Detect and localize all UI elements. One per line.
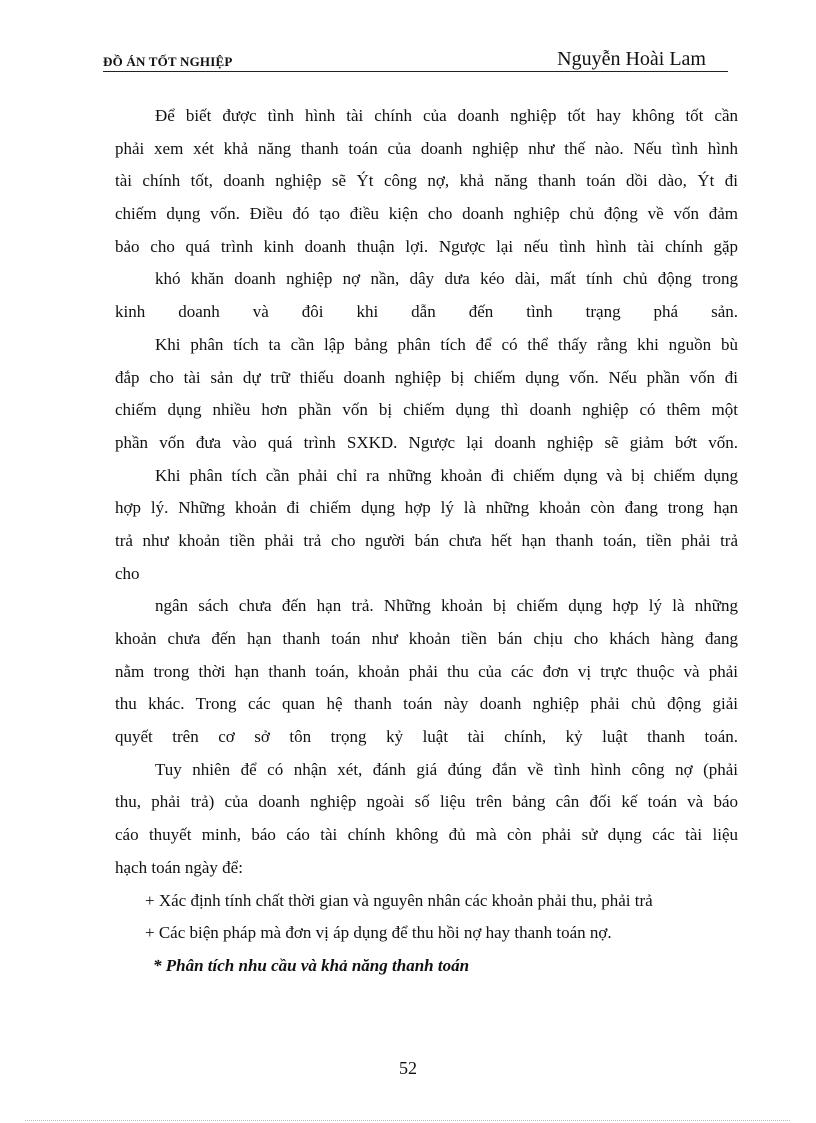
bullet-item: + Xác định tính chất thời gian và nguyên nhân các khoản phải thu, phải trả [145,890,653,910]
text-line: khó khăn doanh nghiệp nợ nần, dây dưa kéo dài, mất tính chủ động trong [155,269,738,289]
text-line: hợp lý. Những khoản đi chiếm dụng hợp lý là những khoản còn đang trong hạn [115,498,738,518]
text-line: chiếm dụng nhiều hơn phần vốn bị chiếm dụng thì doanh nghiệp có thêm một [115,400,738,420]
document-body [115,100,738,983]
text-line: trả như khoản tiền phải trả cho người bán chưa hết hạn thanh toán, tiền phải trả [115,530,738,550]
text-line: nằm trong thời hạn thanh toán, khoản phải thu của các đơn vị trực thuộc và phải [115,661,738,681]
text-line: cho [115,563,140,583]
text-line: ngân sách chưa đến hạn trả. Những khoản bị chiếm dụng hợp lý là những [155,596,738,616]
text-line: thu, phải trả) của doanh nghiệp ngoài số liệu trên bảng cân đối kế toán và báo [115,792,738,812]
text-line: hạch toán ngày để: [115,857,243,877]
text-line: phải xem xét khả năng thanh toán của doanh nghiệp như thế nào. Nếu tình hình [115,138,738,158]
text-line: khoản chưa đến hạn thanh toán như khoản tiền bán chịu cho khách hàng đang [115,629,738,648]
document-type-label: ĐỒ ÁN TỐT NGHIỆP [103,54,233,69]
section-heading: * Phân tích nhu cầu và khả năng thanh toán [153,955,470,975]
text-line: chiếm dụng vốn. Điều đó tạo điều kiện cho doanh nghiệp chủ động về vốn đảm [115,204,738,224]
bullet-item: + Các biện pháp mà đơn vị áp dụng để thu hồi nợ hay thanh toán nợ. [145,923,612,943]
text-line: kinh doanh và đôi khi dẫn đến tình trạng phá sản. [115,302,738,322]
text-line: bảo cho quá trình kinh doanh thuận lợi. Ngược lại nếu tình hình tài chính gặp [115,236,738,256]
text-line: Khi phân tích ta cần lập bảng phân tích để có thể thấy rằng khi nguồn bù [155,334,738,354]
text-line: cáo thuyết minh, báo cáo tài chính không đủ mà còn phải sử dụng các tài liệu [115,825,738,845]
text-line: Tuy nhiên để có nhận xét, đánh giá đúng đắn về tình hình công nợ (phải [155,759,738,779]
text-line: Khi phân tích cần phải chỉ ra những khoản đi chiếm dụng và bị chiếm dụng [155,465,738,485]
page-number: 52 [399,1058,417,1078]
author-name: Nguyễn Hoài Lam [557,48,706,70]
text-line: phần vốn đưa vào quá trình SXKD. Ngược lại doanh nghiệp sẽ giảm bớt vốn. [115,432,738,452]
text-line: Để biết được tình hình tài chính của doanh nghiệp tốt hay không tốt cần [155,106,738,125]
text-line: đắp cho tài sản dự trữ thiếu doanh nghiệp bị chiếm dụng vốn. Nếu phần vốn đi [115,367,738,387]
page-header [103,48,728,72]
text-line: thu khác. Trong các quan hệ thanh toán này doanh nghiệp phải chủ động giải [115,694,738,714]
text-line: quyết trên cơ sở tôn trọng kỷ luật tài chính, kỷ luật thanh toán. [115,727,738,747]
text-line: tài chính tốt, doanh nghiệp sẽ Ýt công nợ, khả năng thanh toán dồi dào, Ýt đi [115,171,738,191]
page-boundary-divider [25,1120,790,1121]
